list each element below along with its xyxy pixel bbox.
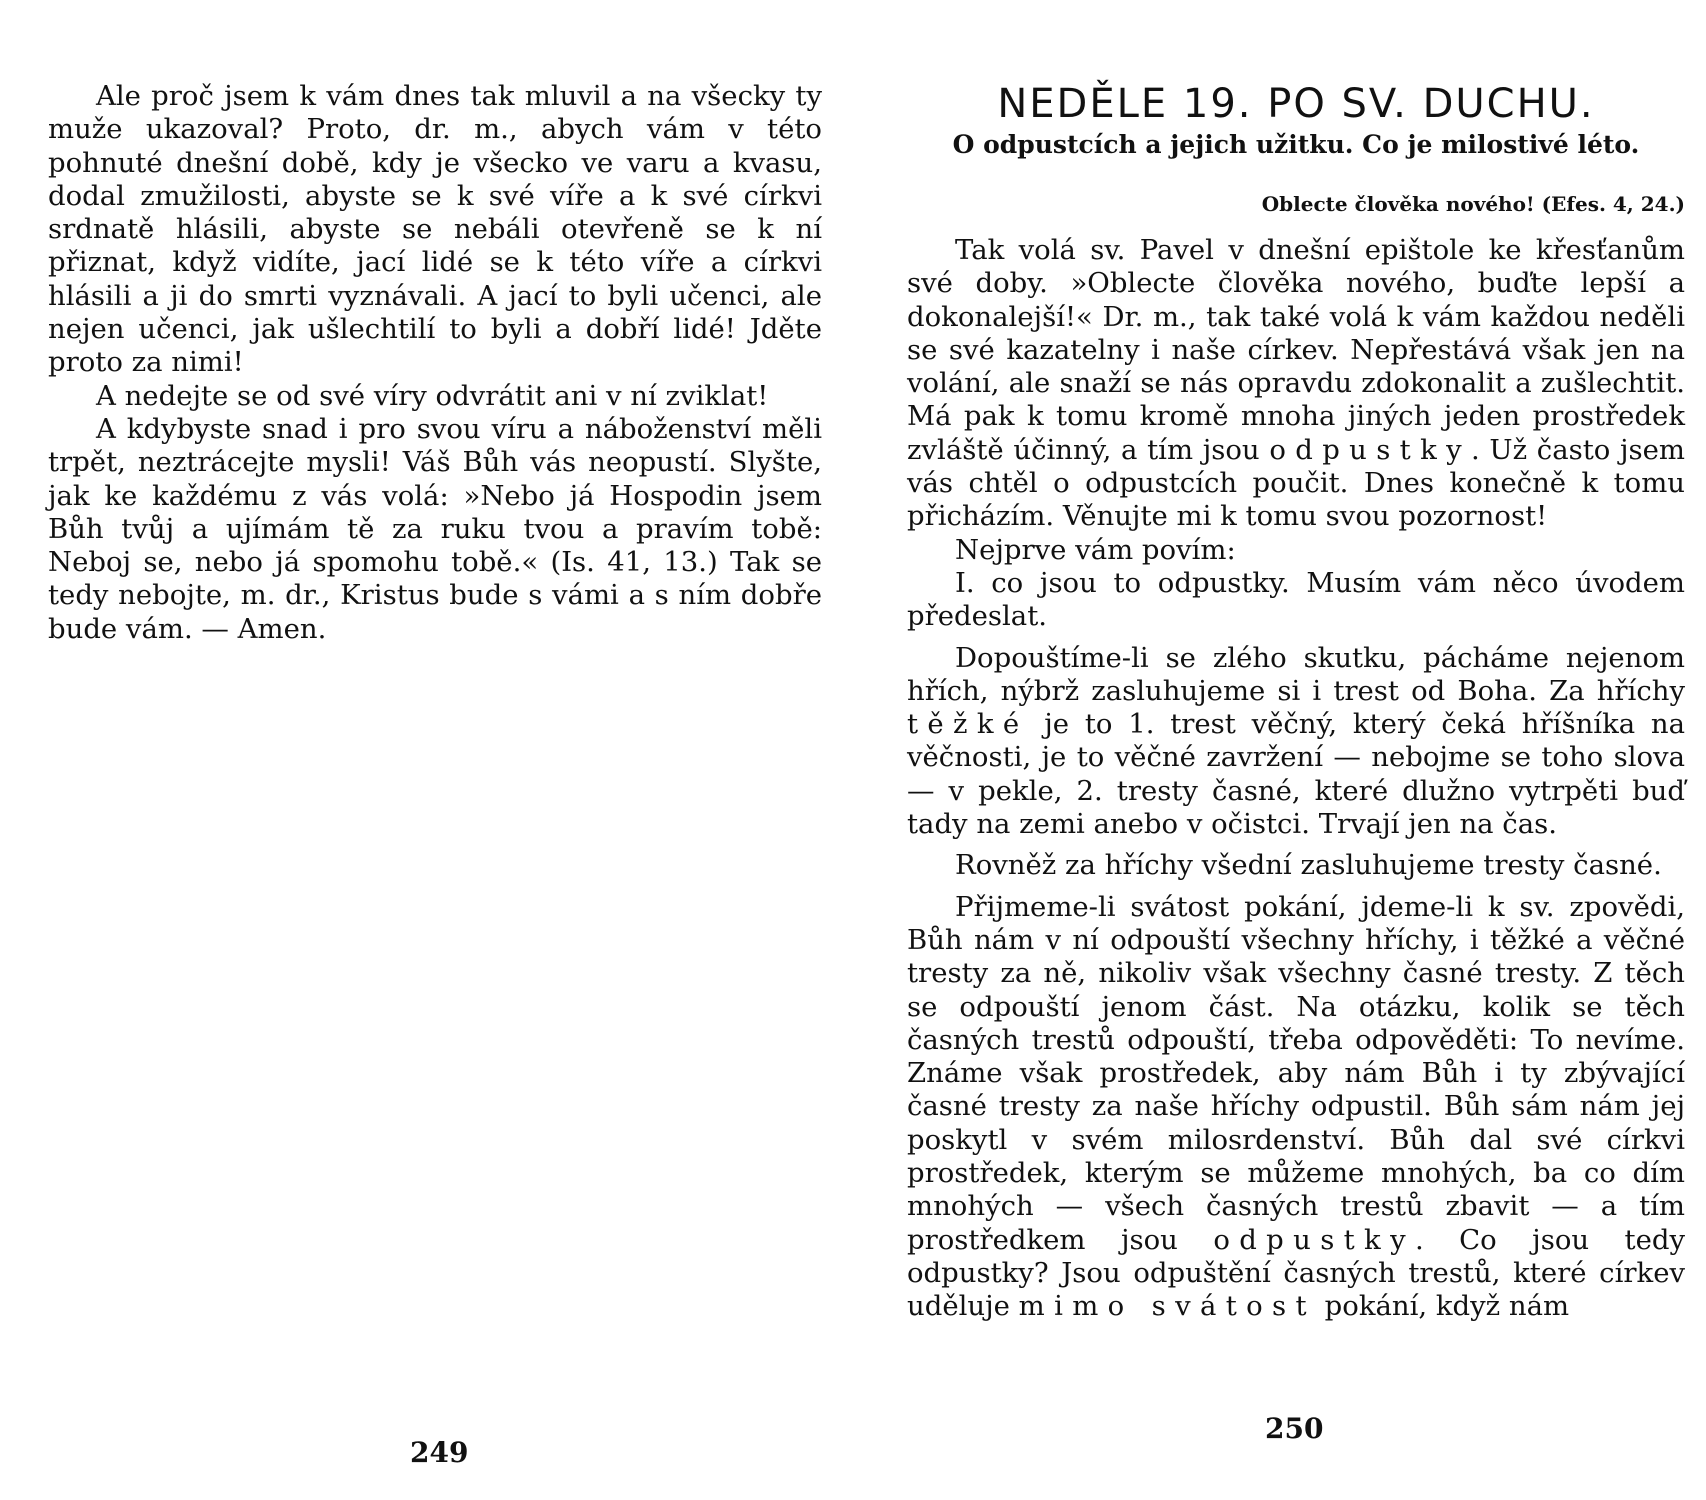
right-page-text xyxy=(907,234,1685,1324)
paragraph: Dopouštíme-li se zlého skutku, pácháme nejenom hřích, nýbrž zasluhujeme si i trest od Boha. Za hříchy těžké je to 1. trest věčný, který čeká hříšníka na věčnosti, je to věčné zavržení — nebojme se toho slova — v pekle, 2. tresty časné, které dlužno vytrpěti buď tady na zemi anebo v očistci. Trvají jen na čas. xyxy=(907,641,1685,841)
paragraph: I. co jsou to odpustky. Musím vám něco úvodem předeslat. xyxy=(907,566,1685,633)
emphasis: těžké xyxy=(907,708,1029,741)
page-number: 249 xyxy=(410,1436,469,1469)
paragraph: Nejprve vám povím: xyxy=(955,533,1236,566)
emphasis: mimo svátost xyxy=(1018,1290,1316,1323)
paragraph: A kdybyste snad i pro svou víru a náboženství měli trpět, neztrácejte mysli! Váš Bůh vás neopustí. Slyšte, jak ke každému z vás volá: »Nebo já Hospodin jsem Bůh tvůj a ujímám tě za ruku tvou a pravím tobě: Neboj se, nebo já spomohu tobě.« (Is. 41, 13.) Tak se tedy nebojte, m. dr., Kristus bude s vámi a s ním dobře bude vám. — Amen. xyxy=(48,412,822,645)
page-number: 250 xyxy=(1265,1412,1324,1445)
paragraph: Ale proč jsem k vám dnes tak mluvil a na všecky ty muže ukazoval? Proto, dr. m., abych vám v této pohnuté dnešní době, kdy je všecko ve varu a kvasu, dodal zmužilosti, abyste se k své víře a k své církvi srdnatě hlásili, abyste se nebáli otevřeně se k ní přiznat, když vidíte, jací lidé se k této víře a církvi hlásili a ji do smrti vyznávali. A jací to byli učenci, ale nejen učenci, jak ušlechtilí to byli a dobří lidé! Jděte proto za nimi! xyxy=(48,80,822,379)
emphasis: odpustky xyxy=(1269,433,1471,466)
paragraph: Přijmeme-li svátost pokání, jdeme-li k sv. zpovědi, Bůh nám v ní odpouští všechny hříchy, i těžké a věčné tresty za ně, nikoliv však všechny časné tresty. Z těch se odpouští jenom část. Na otázku, kolik se těch časných trestů odpouští, třeba odpověděti: To nevíme. Známe však prostředek, aby nám Bůh i ty zbývající časné tresty za naše hříchy odpustil. Bůh sám nám jej poskytl v svém milosrdenství. Bůh dal své církvi prostředek, kterým se můžeme mnohých, ba co dím mnohých — všech časných trestů zbavit — a tím prostředkem jsou odpustky. Co jsou tedy odpustky? Jsou odpuštění časných trestů, které církev uděluje mimo svátost pokání, když nám xyxy=(907,890,1685,1323)
paragraph: A nedejte se od své víry odvrátit ani v ní zviklat! xyxy=(96,379,769,412)
chapter-heading: NEDĚLE 19. PO SV. DUCHU. xyxy=(997,80,1595,127)
paragraph: Rovněž za hříchy všední zasluhujeme tresty časné. xyxy=(955,849,1662,882)
emphasis: odpustky xyxy=(1213,1223,1415,1256)
left-page-text xyxy=(48,80,822,646)
paragraph: Tak volá sv. Pavel v dnešní epištole ke křesťanům své doby. »Oblecte člověka nového, buďte lepší a dokonalejší!« Dr. m., tak také volá k vám každou neděli se své kazatelny i naše církev. Nepřestává však jen na volání, ale snaží se nás opravdu zdokonalit a zušlechtit. Má pak k tomu kromě mnoha jiných jeden prostředek zvláště účinný, a tím jsou odpustky. Už často jsem vás chtěl o odpustcích poučit. Dnes konečně k tomu přicházím. Věnujte mi k tomu svou pozornost! xyxy=(907,234,1685,533)
right-page xyxy=(853,0,1706,1500)
scripture-motto: Oblecte člověka nového! (Efes. 4, 24.) xyxy=(1261,192,1685,216)
sermon-subheading: O odpustcích a jejich užitku. Co je milostivé léto. xyxy=(952,130,1640,159)
